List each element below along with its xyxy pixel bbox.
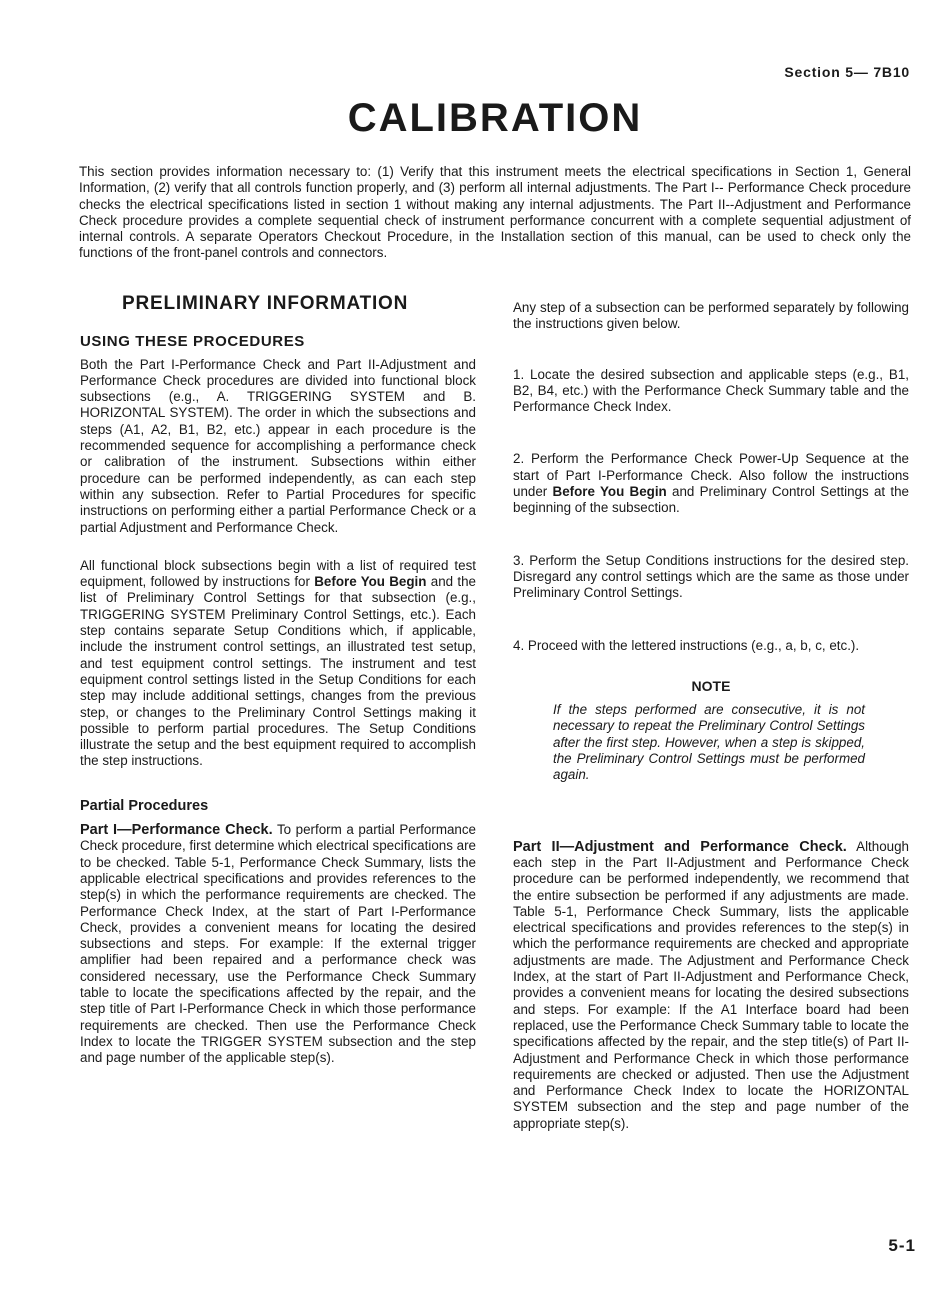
- steps-intro-paragraph: Any step of a subsection can be performed separately by following the instructions given below.: [513, 300, 909, 332]
- step-2: 2. Perform the Performance Check Power-Up Sequence at the start of Part I-Performance Check. Also follow the instructions under Before You Begin and Preliminary Control Settings at the beginning of the subsection.: [513, 451, 909, 516]
- preliminary-information-heading: PRELIMINARY INFORMATION: [122, 293, 409, 314]
- part2-runin-heading: Part II—Adjustment and Performance Check.: [513, 838, 847, 855]
- right-column: [513, 300, 909, 1132]
- part1-runin-heading: Part I—Performance Check.: [80, 822, 273, 839]
- part1-paragraph: Part I—Performance Check. To perform a partial Performance Check procedure, first determine which electrical specifications are to be checked. Table 5-1, Performance Check Summary, lists the applicable electrical specifications and provides references to the step(s) in which the performance requirements are checked. The Performance Check Index, at the start of Part I-Performance Check, provides a convenient means for locating the desired subsections and steps. For example: If the external trigger amplifier had been repaired and a performance check was considered necessary, use the Performance Check Summary table to locate the specifications affected by the repair, and the step title of Part I-Performance Check in which those performance requirements are checked. Then use the Performance Check Index to locate the TRIGGER SYSTEM subsection and the step and page number of the applicable step(s).: [80, 822, 477, 1066]
- note-heading: NOTE: [691, 677, 731, 694]
- step-1: 1. Locate the desired subsection and applicable steps (e.g., B1, B2, B4, etc.) with the Performance Check Summary table and the Performance Check Index.: [513, 366, 909, 415]
- page-number: 5-1: [888, 1236, 916, 1255]
- before-you-begin-emphasis-2: Before You Begin: [552, 484, 667, 500]
- using-procedures-paragraph: Both the Part I-Performance Check and Part II-Adjustment and Performance Check procedures are divided into functional block subsections (e.g., A. TRIGGERING SYSTEM and B. HORIZONTAL SYSTEM). The order in which the subsections and steps (A1, A2, B1, B2, etc.) appear in each procedure is the recommended sequence for accomplishing a performance check or calibration of the instrument. Subsections within either procedure can be performed independently, as can each step within any subsection. Refer to Partial Procedures for specific instructions on performing either a partial Performance Check or a partial Adjustment and Performance Check.: [80, 356, 476, 535]
- section-label: Section 5— 7B10: [784, 64, 910, 80]
- part2-paragraph: Part II—Adjustment and Performance Check. Although each step in the Part II-Adjustment and Performance Check procedure can be performed independently, we recommend that the entire subsection be performed if any adjustments are made. Table 5-1, Performance Check Summary, lists the applicable electrical specifications and provides references to the step(s) in which the performance requirements are checked and appropriate adjustments are made. The Adjustment and Performance Check Index, at the start of Part II-Adjustment and Performance Check, provides a convenient means for locating the desired subsections and steps. For example: If the A1 Interface board had been replaced, use the Performance Check Summary table to locate the specifications affected by the repair, and the step title(s) of Part II-Adjustment and Performance Check in which those performance requirements are checked or adjusted. Then use the Adjustment and Performance Check Index to locate the HORIZONTAL SYSTEM subsection and the step and page number of the appropriate step(s).: [513, 838, 910, 1131]
- left-column: [80, 293, 477, 1066]
- before-you-begin-emphasis: Before You Begin: [314, 574, 427, 590]
- intro-paragraph: This section provides information necessary to: (1) Verify that this instrument meets the electrical specifications in Section 1, General Information, (2) verify that all controls function properly, and (3) perform all internal adjustments. The Part I-- Performance Check procedure checks the electrical specifications listed in section 1 without making any internal adjustments. The Part II--Adjustment and Performance Check procedure provides a complete sequential check of instrument performance concurrent with a complete sequential adjustment of internal controls. A separate Operators Checkout Procedure, in the Installation section of this manual, can be used to check only the functions of the front-panel controls and connectors.: [79, 164, 911, 261]
- step-3: 3. Perform the Setup Conditions instructions for the desired step. Disregard any control settings which are the same as those under Preliminary Control Settings.: [513, 552, 909, 601]
- using-procedures-heading: USING THESE PROCEDURES: [80, 333, 305, 351]
- functional-block-paragraph: All functional block subsections begin with a list of required test equipment, followed by instructions for Before You Begin and the list of Preliminary Control Settings for that subsection (e.g., TRIGGERING SYSTEM Preliminary Control Settings, etc.). Each step contains separate Setup Conditions which, if applicable, include the instrument control settings, an illustrated test setup, and test equipment control settings. The instrument and test equipment control settings listed in the Setup Conditions for each step may include additional settings, changes from the previous step, or changes to the Preliminary Control Settings making it possible to perform partial procedures. The Setup Conditions illustrate the setup and the best equipment required to accomplish the step instructions.: [80, 557, 476, 769]
- note-body: If the steps performed are consecutive, it is not necessary to repeat the Preliminary Control Settings after the first step. However, when a step is skipped, the Preliminary Control Settings must be performed again.: [553, 702, 865, 783]
- step-4: 4. Proceed with the lettered instructions (e.g., a, b, c, etc.).: [513, 637, 860, 653]
- page-title: CALIBRATION: [347, 96, 643, 140]
- partial-procedures-heading: Partial Procedures: [80, 797, 209, 814]
